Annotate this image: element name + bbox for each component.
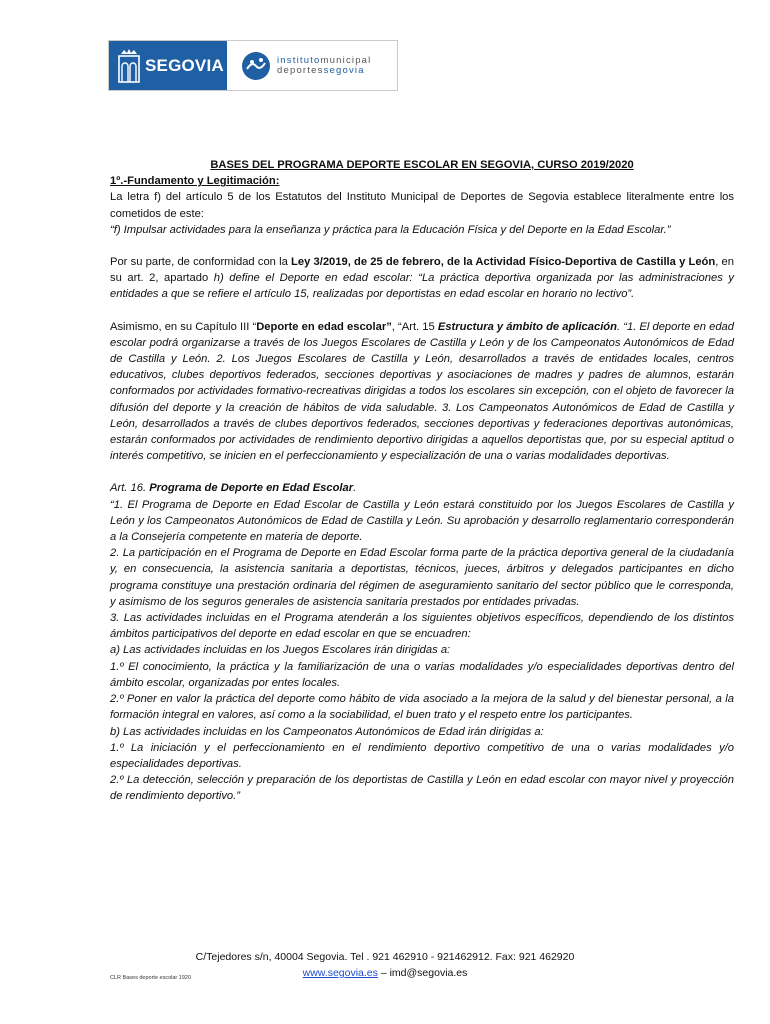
segovia-crest-icon [117,48,141,84]
document-reference: CLR Bases deporte escolar 1920 [110,975,192,981]
paragraph-ley [110,254,734,303]
email-text: imd@segovia.es [389,967,468,979]
list-item-b2: 2.º La detección, selección y preparación de los deportistas de Castilla y León en edad escolar con mayor nivel y proyección de rendimiento deportivo.” [110,774,734,803]
imd-logo-text [277,56,371,76]
text-span: Art. 16. [110,482,150,495]
imd-text-segovia: segovia [323,64,365,76]
document-body [110,157,734,805]
text-span: Por su parte, de conformidad con la [110,256,292,269]
list-item-a1: 1.º El conocimiento, la práctica y la familiarización de una o varias modalidades y/o especialidades deportivas dentro del ámbito escolar, organizadas por entes locales. [110,660,734,689]
text-span: Asimismo, en su Capítulo III “ [110,320,257,333]
paragraph-estatutos: La letra f) del artículo 5 de los Estatutos del Instituto Municipal de Deportes de Segovia establece literalmente entre los cometidos de este: [110,191,734,220]
article-15-text: . “1. El deporte en edad escolar podrá organizarse a través de los Juegos Escolares de Castilla y León y de los Campeonatos Autonómicos de Edad de Castilla y León. 2. Los Juegos Escolares de Castilla y León, desarrollados a través de entidades locales, centros educativos, clubes deportivos federados, secciones deportivas y asociaciones de madres y padres de alumnos, estarán conformados por actividades formativo-recreativas dirigidas a todos los escolares sin excepción, con el objeto de favorecer la difusión del deporte y la creación de hábitos de vida saludable. 3. Los Campeonatos Autonómicos de Edad de Castilla y León, desarrollados a través de clubes deportivos federados, secciones deportivas y federaciones deportivas autonómicas, estarán conformados por actividades de rendimiento deportivo dirigidas a aquellos deportistas que, por su especial aptitud o interés competitivo, se inicien en el perfeccionamiento y especialización de una o varias modalidades deportivas. [110,320,734,463]
imd-logo [227,41,397,90]
imd-text-deportes: deportes [277,64,324,76]
law-reference: Ley 3/2019, de 25 de febrero, de la Actividad Físico-Deportiva de Castilla y León [291,256,716,269]
section-heading: 1º.-Fundamento y Legitimación: [110,175,280,188]
quote-estatutos: “f) Impulsar actividades para la enseñanza y práctica para la Educación Física y del Deporte en la Edad Escolar.” [110,223,671,236]
list-item-a: a) Las actividades incluidas en los Juegos Escolares irán dirigidas a: [110,644,451,657]
article-16-point-2: 2. La participación en el Programa de Deporte en Edad Escolar forma parte de la práctica deportiva general de la ciudadanía y, en consecuencia, la asistencia sanitaria a deportistas, técnicos, jueces, árbitros y delegados participantes en dicho programa constituye una prestación ordinaria del régimen de aseguramiento sanitario del sector público que le corresponda, y asimismo de los seguros generales de asistencia sanitaria prestados por entidades privadas. [110,547,734,608]
text-span: , en su art. 2, apartado [110,256,734,285]
segovia-logo-text: SEGOVIA [145,55,224,75]
list-item-b1: 1.º La iniciación y el perfeccionamiento en el rendimiento deportivo competitivo de una o varias modalidades y/o especialidades deportivas. [110,741,734,770]
website-link[interactable]: www.segovia.es [302,967,378,979]
article-16-heading [110,480,734,496]
footer-separator: – [377,967,390,979]
list-item-b: b) Las actividades incluidas en los Campeonatos Autonómicos de Edad irán dirigidas a: [110,725,544,738]
text-span: , “Art. 15 [391,320,438,333]
imd-text-municipal: municipal [320,54,372,66]
chapter-title: Deporte en edad escolar” [256,320,392,333]
footer-address: C/Tejedores s/n, 40004 Segovia. Tel . 921 462910 - 921462912. Fax: 921 462920 [195,951,575,963]
article-16-title: Programa de Deporte en Edad Escolar [149,482,354,495]
paragraph-capitulo [110,319,734,465]
text-span: . [353,482,357,495]
article-15-title: Estructura y ámbito de aplicación [437,320,617,333]
imd-emblem-icon [241,51,271,81]
letterhead [108,40,398,91]
article-16-point-1: “1. El Programa de Deporte en Edad Escolar de Castilla y León estará constituido por los Juegos Escolares de Castilla y León y los Campeonatos Autonómicos de Edad de Castilla y León. Su aprobación y desarrollo reglamentario corresponderán a la Consejería competente en materia de deporte. [110,498,734,544]
segovia-logo [109,41,227,90]
definition-quote: h) define el Deporte en edad escolar: “La práctica deportiva organizada por las administraciones y entidades a que se refiere el artículo 15, realizadas por deportistas en edad escolar en horario no lectivo”. [110,272,734,301]
article-16-point-3: 3. Las actividades incluidas en el Programa atenderán a los siguientes objetivos específicos, dependiendo de los distintos ámbitos participativos del deporte en edad escolar en que se encuadren: [110,612,734,641]
list-item-a2: 2.º Poner en valor la práctica del deporte como hábito de vida asociado a la mejora de la salud y del bienestar personal, a la formación integral en valores, así como a la sociabilidad, el buen trato y el respeto entre los participantes. [110,693,734,722]
imd-text-instituto: instituto [277,54,321,66]
document-title: BASES DEL PROGRAMA DEPORTE ESCOLAR EN SEGOVIA, CURSO 2019/2020 [210,159,634,171]
